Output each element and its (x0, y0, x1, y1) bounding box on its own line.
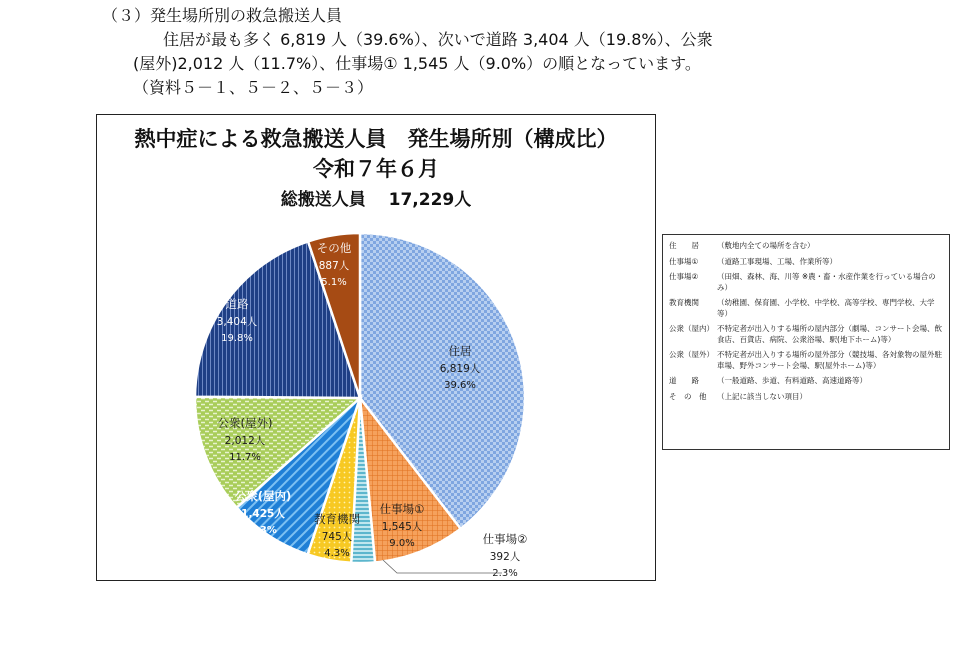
legend-desc: 不特定者が出入りする場所の屋外部分（競技場、各対象物の屋外駐車場、野外コンサート会場、駅(屋外ホーム)等） (717, 350, 942, 370)
legend-row (669, 376, 943, 387)
slice-count-label: 392人 (489, 551, 521, 563)
slice-name-label: 教育機関 (314, 512, 360, 526)
legend-desc: （道路工事現場、工場、作業所等） (717, 256, 837, 266)
legend-row (669, 324, 943, 345)
slice-count-label: 1,545人 (381, 521, 423, 533)
legend-desc: （上記に該当しない項目） (717, 391, 807, 401)
legend-desc: （幼稚園、保育園、小学校、中学校、高等学校、専門学校、大学等） (717, 298, 935, 318)
chart-frame (96, 114, 656, 581)
slice-pct-label: 5.1% (321, 277, 347, 288)
legend-row (669, 298, 943, 319)
legend-row (669, 392, 943, 403)
legend-row (669, 257, 943, 268)
legend-key: 公衆（屋内） (669, 324, 714, 333)
legend-desc: （敷地内全ての場所を含む） (717, 241, 815, 250)
slice-pct-label: 2.3% (492, 568, 518, 579)
slice-count-label: 2,012人 (224, 435, 266, 447)
slice-name-label: 仕事場② (482, 532, 528, 546)
chart-total: 総搬送人員 17,229人 (280, 190, 472, 210)
legend-row (669, 272, 943, 293)
legend-key: 公衆（屋外） (669, 350, 714, 359)
legend-key: 仕事場② (669, 272, 699, 281)
intro-line-1: 住居が最も多く 6,819 人（39.6%）、次いで道路 3,404 人（19.8%）、公衆 (163, 30, 713, 49)
legend-key: そ の 他 (669, 391, 707, 401)
slice-name-label: 道路 (225, 297, 249, 311)
intro-line-3: （資料５－１、５－２、５－３） (133, 78, 374, 97)
leader-line (383, 560, 502, 573)
slice-count-label: 1,425人 (241, 508, 285, 520)
pie-chart (97, 115, 655, 580)
legend-row (669, 350, 943, 371)
legend-desc: （一般道路、歩道、有料道路、高速道路等） (717, 376, 867, 385)
slice-name-label: その他 (316, 241, 352, 255)
legend-box (662, 234, 950, 450)
slice-name-label: 公衆(屋外) (217, 416, 273, 430)
legend-desc: 不特定者が出入りする場所の屋内部分（劇場、コンサート会場、飲食店、百貨店、病院、公衆浴場、駅(地下ホーム)等） (717, 324, 942, 344)
legend-row (669, 241, 943, 252)
slice-pct-label: 8.3% (249, 525, 277, 536)
legend-key: 道 路 (669, 376, 699, 385)
slice-count-label: 745人 (321, 531, 353, 543)
chart-subtitle: 令和７年６月 (313, 157, 439, 181)
slice-count-label: 6,819人 (439, 363, 481, 375)
intro-heading: （３）発生場所別の救急搬送人員 (102, 6, 343, 25)
slice-count-label: 887人 (318, 260, 350, 272)
legend-key: 仕事場① (669, 256, 699, 266)
slice-pct-label: 19.8% (221, 333, 253, 344)
slice-name-label: 公衆(屋内) (234, 489, 292, 503)
slice-pct-label: 39.6% (444, 380, 476, 391)
slice-pct-label: 11.7% (229, 452, 261, 463)
chart-title: 熱中症による救急搬送人員 発生場所別（構成比） (134, 127, 618, 151)
slice-pct-label: 4.3% (324, 548, 350, 559)
slice-name-label: 仕事場① (379, 502, 425, 516)
slice-count-label: 3,404人 (216, 316, 258, 328)
intro-line-2: (屋外)2,012 人（11.7%）、仕事場① 1,545 人（9.0%）の順となっています。 (133, 54, 701, 73)
legend-desc: （田畑、森林、海、川等 ※農・畜・水産作業を行っている場合のみ） (717, 272, 936, 292)
legend-key: 住 居 (669, 241, 699, 250)
legend-key: 教育機関 (669, 298, 699, 307)
slice-name-label: 住居 (448, 344, 472, 358)
slice-pct-label: 9.0% (389, 538, 415, 549)
